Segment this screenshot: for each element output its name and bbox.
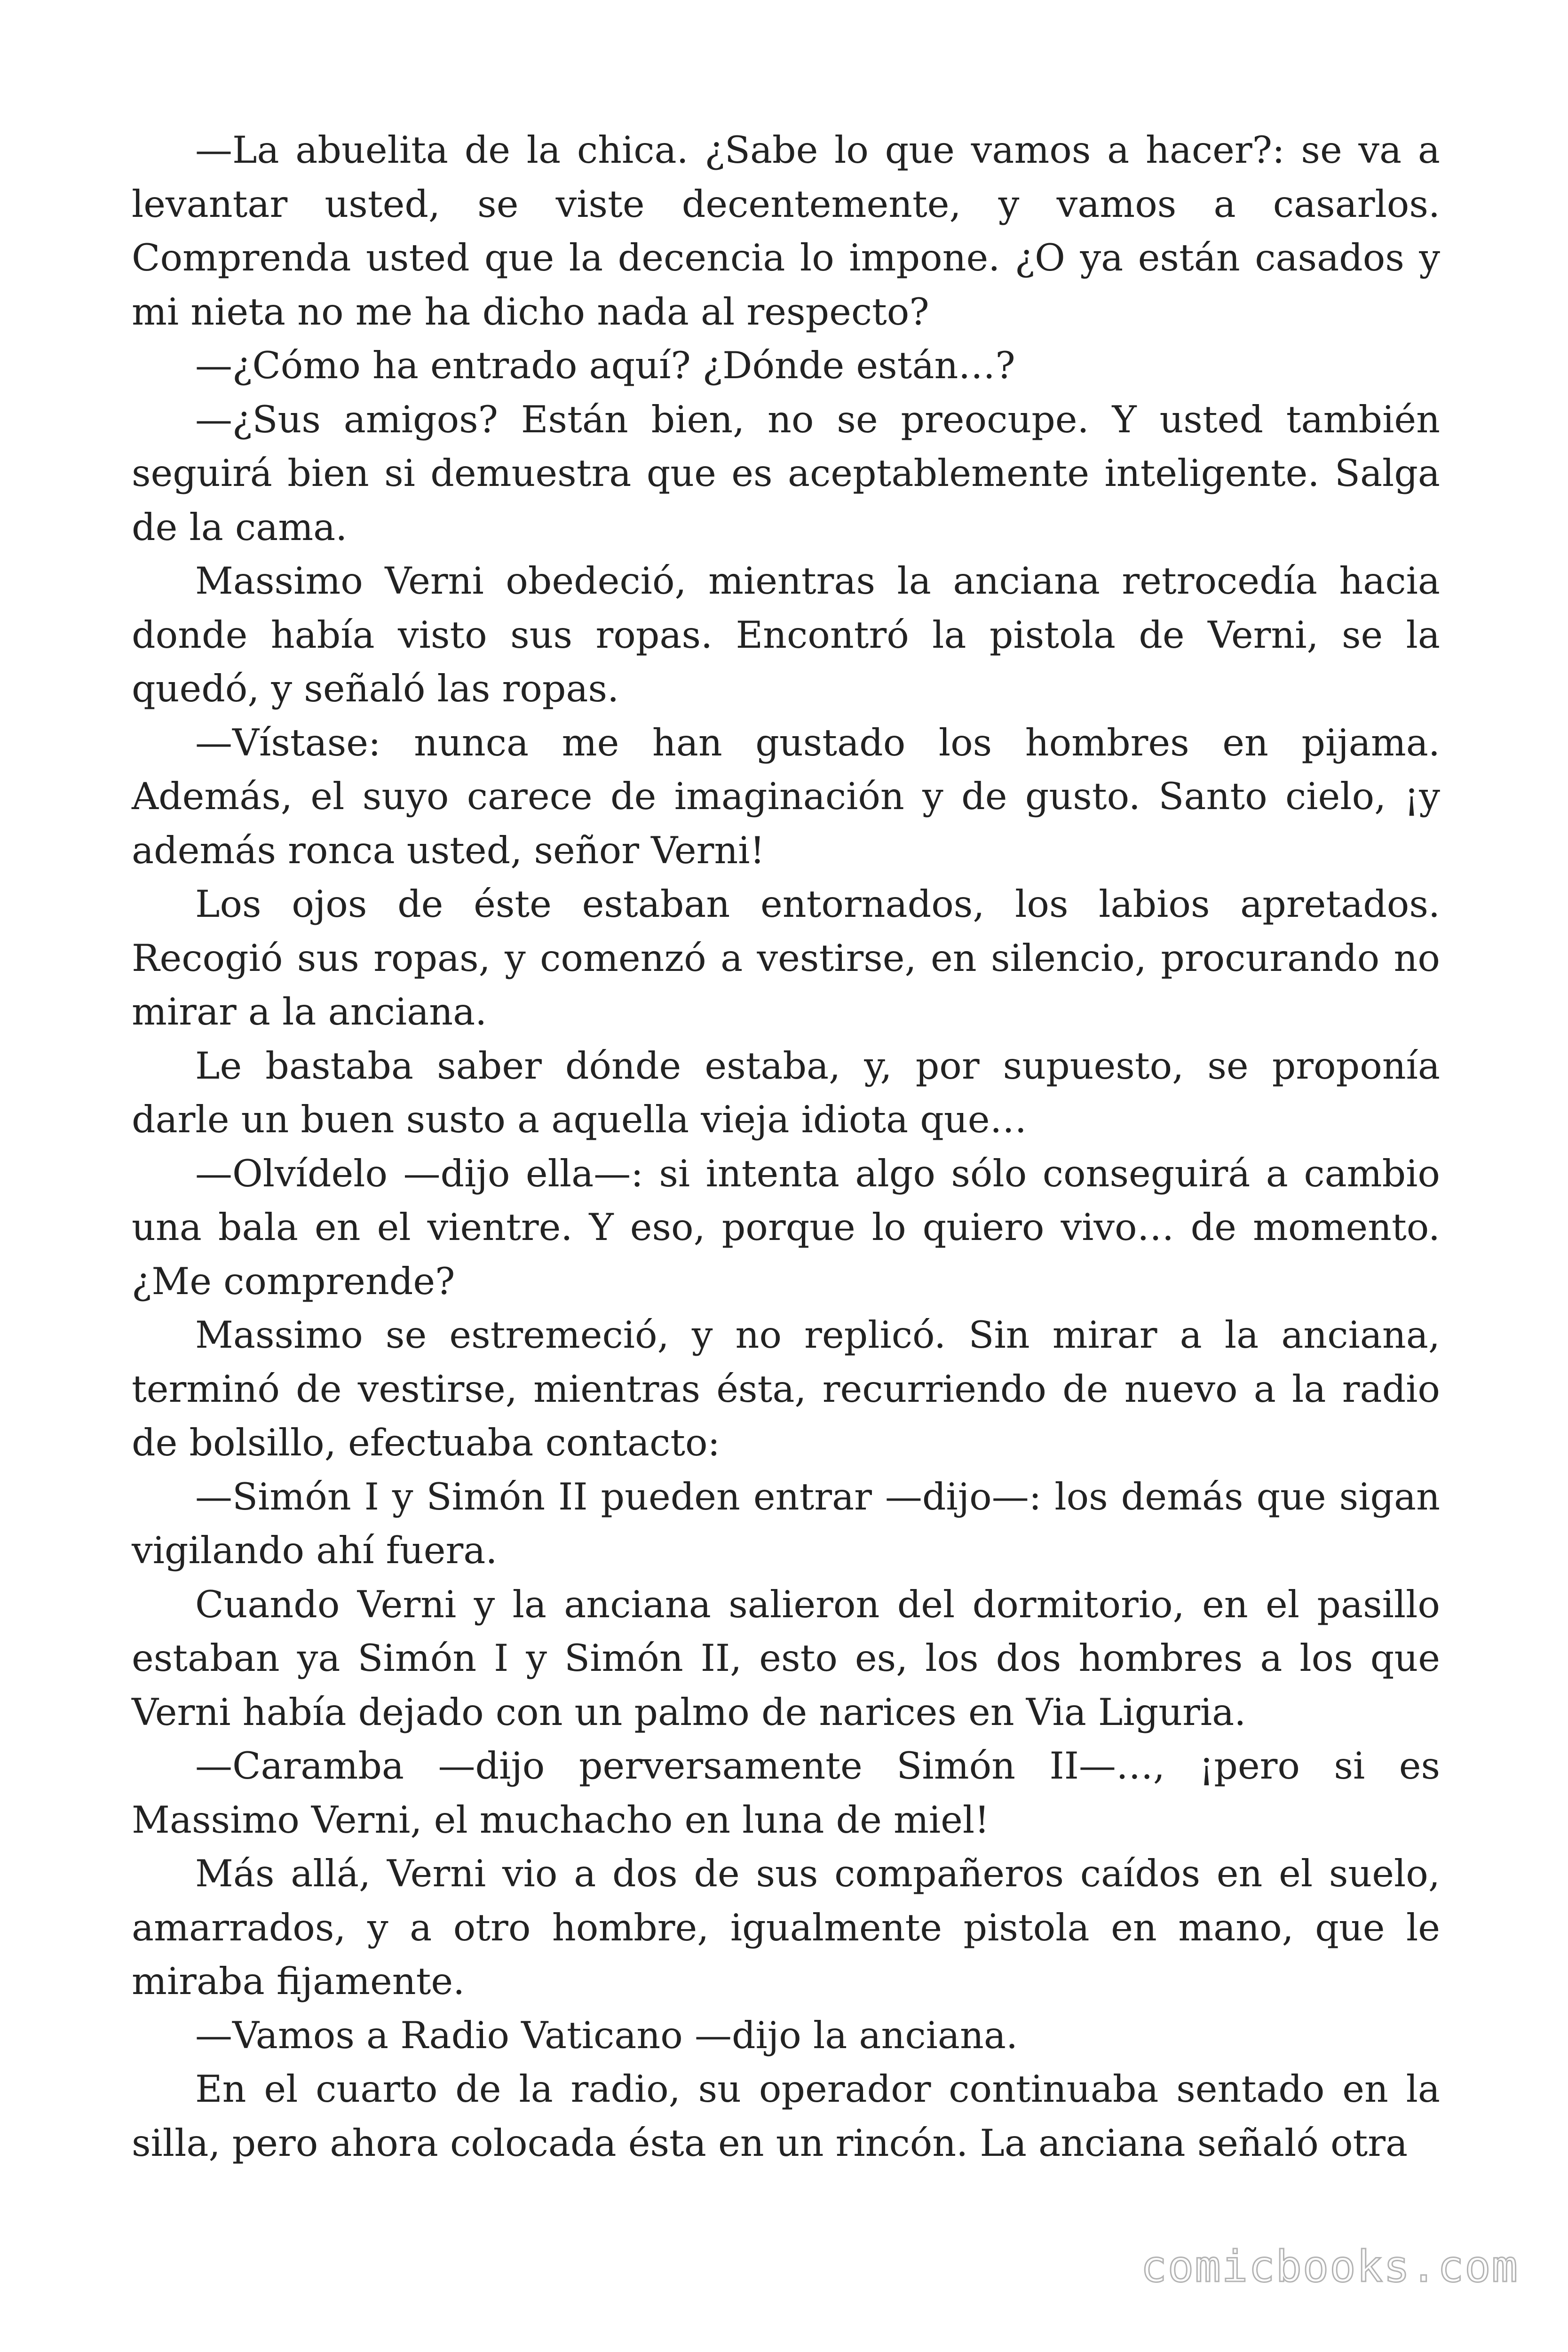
paragraph: Massimo Verni obedeció, mientras la anciana retrocedía hacia donde había visto sus ropas. Encontró la pistola de Verni, se la quedó, y señaló las ropas.: [132, 559, 1440, 710]
paragraph: Massimo se estremeció, y no replicó. Sin mirar a la anciana, terminó de vestirse, mientras ésta, recurriendo de nuevo a la radio de bolsillo, efectuaba contacto:: [132, 1313, 1440, 1464]
paragraph: Cuando Verni y la anciana salieron del dormitorio, en el pasillo estaban ya Simón I y Simón II, esto es, los dos hombres a los que Verni había dejado con un palmo de narices en Via Liguria.: [132, 1582, 1440, 1734]
paragraph: En el cuarto de la radio, su operador continuaba sentado en la silla, pero ahora colocada ésta en un rincón. La anciana señaló otra: [132, 2067, 1440, 2165]
paragraph: —¿Sus amigos? Están bien, no se preocupe. Y usted también seguirá bien si demuestra que es aceptablemente inteligente. Salga de la cama.: [132, 397, 1440, 549]
paragraph: Más allá, Verni vio a dos de sus compañeros caídos en el suelo, amarrados, y a otro hombre, igualmente pistola en mano, que le miraba fijamente.: [132, 1852, 1440, 2003]
paragraph: —¿Cómo ha entrado aquí? ¿Dónde están…?: [195, 344, 1015, 387]
paragraph: Los ojos de éste estaban entornados, los labios apretados. Recogió sus ropas, y comenzó a vestirse, en silencio, procurando no mirar a la anciana.: [132, 882, 1440, 1033]
paragraph: —Caramba —dijo perversamente Simón II—…, ¡pero si es Massimo Verni, el muchacho en luna de miel!: [132, 1744, 1440, 1842]
paragraph: —Vístase: nunca me han gustado los hombres en pijama. Además, el suyo carece de imaginación y de gusto. Santo cielo, ¡y además ronca usted, señor Verni!: [132, 721, 1440, 872]
body-text: [132, 123, 1440, 2170]
paragraph: —Olvídelo —dijo ella—: si intenta algo sólo conseguirá a cambio una bala en el vientre. Y eso, porque lo quiero vivo… de momento. ¿Me comprende?: [132, 1152, 1440, 1303]
paragraph: —La abuelita de la chica. ¿Sabe lo que vamos a hacer?: se va a levantar usted, se viste decentemente, y vamos a casarlos. Comprenda usted que la decencia lo impone. ¿O ya están casados y mi nieta no me ha dicho nada al respecto?: [132, 128, 1440, 334]
site-watermark: comicbooks.com: [1140, 2241, 1519, 2292]
paragraph: Le bastaba saber dónde estaba, y, por supuesto, se proponía darle un buen susto a aquella vieja idiota que…: [132, 1044, 1440, 1141]
paragraph: —Simón I y Simón II pueden entrar —dijo—: los demás que sigan vigilando ahí fuera.: [132, 1475, 1440, 1572]
paragraph: —Vamos a Radio Vaticano —dijo la anciana.: [195, 2013, 1018, 2057]
